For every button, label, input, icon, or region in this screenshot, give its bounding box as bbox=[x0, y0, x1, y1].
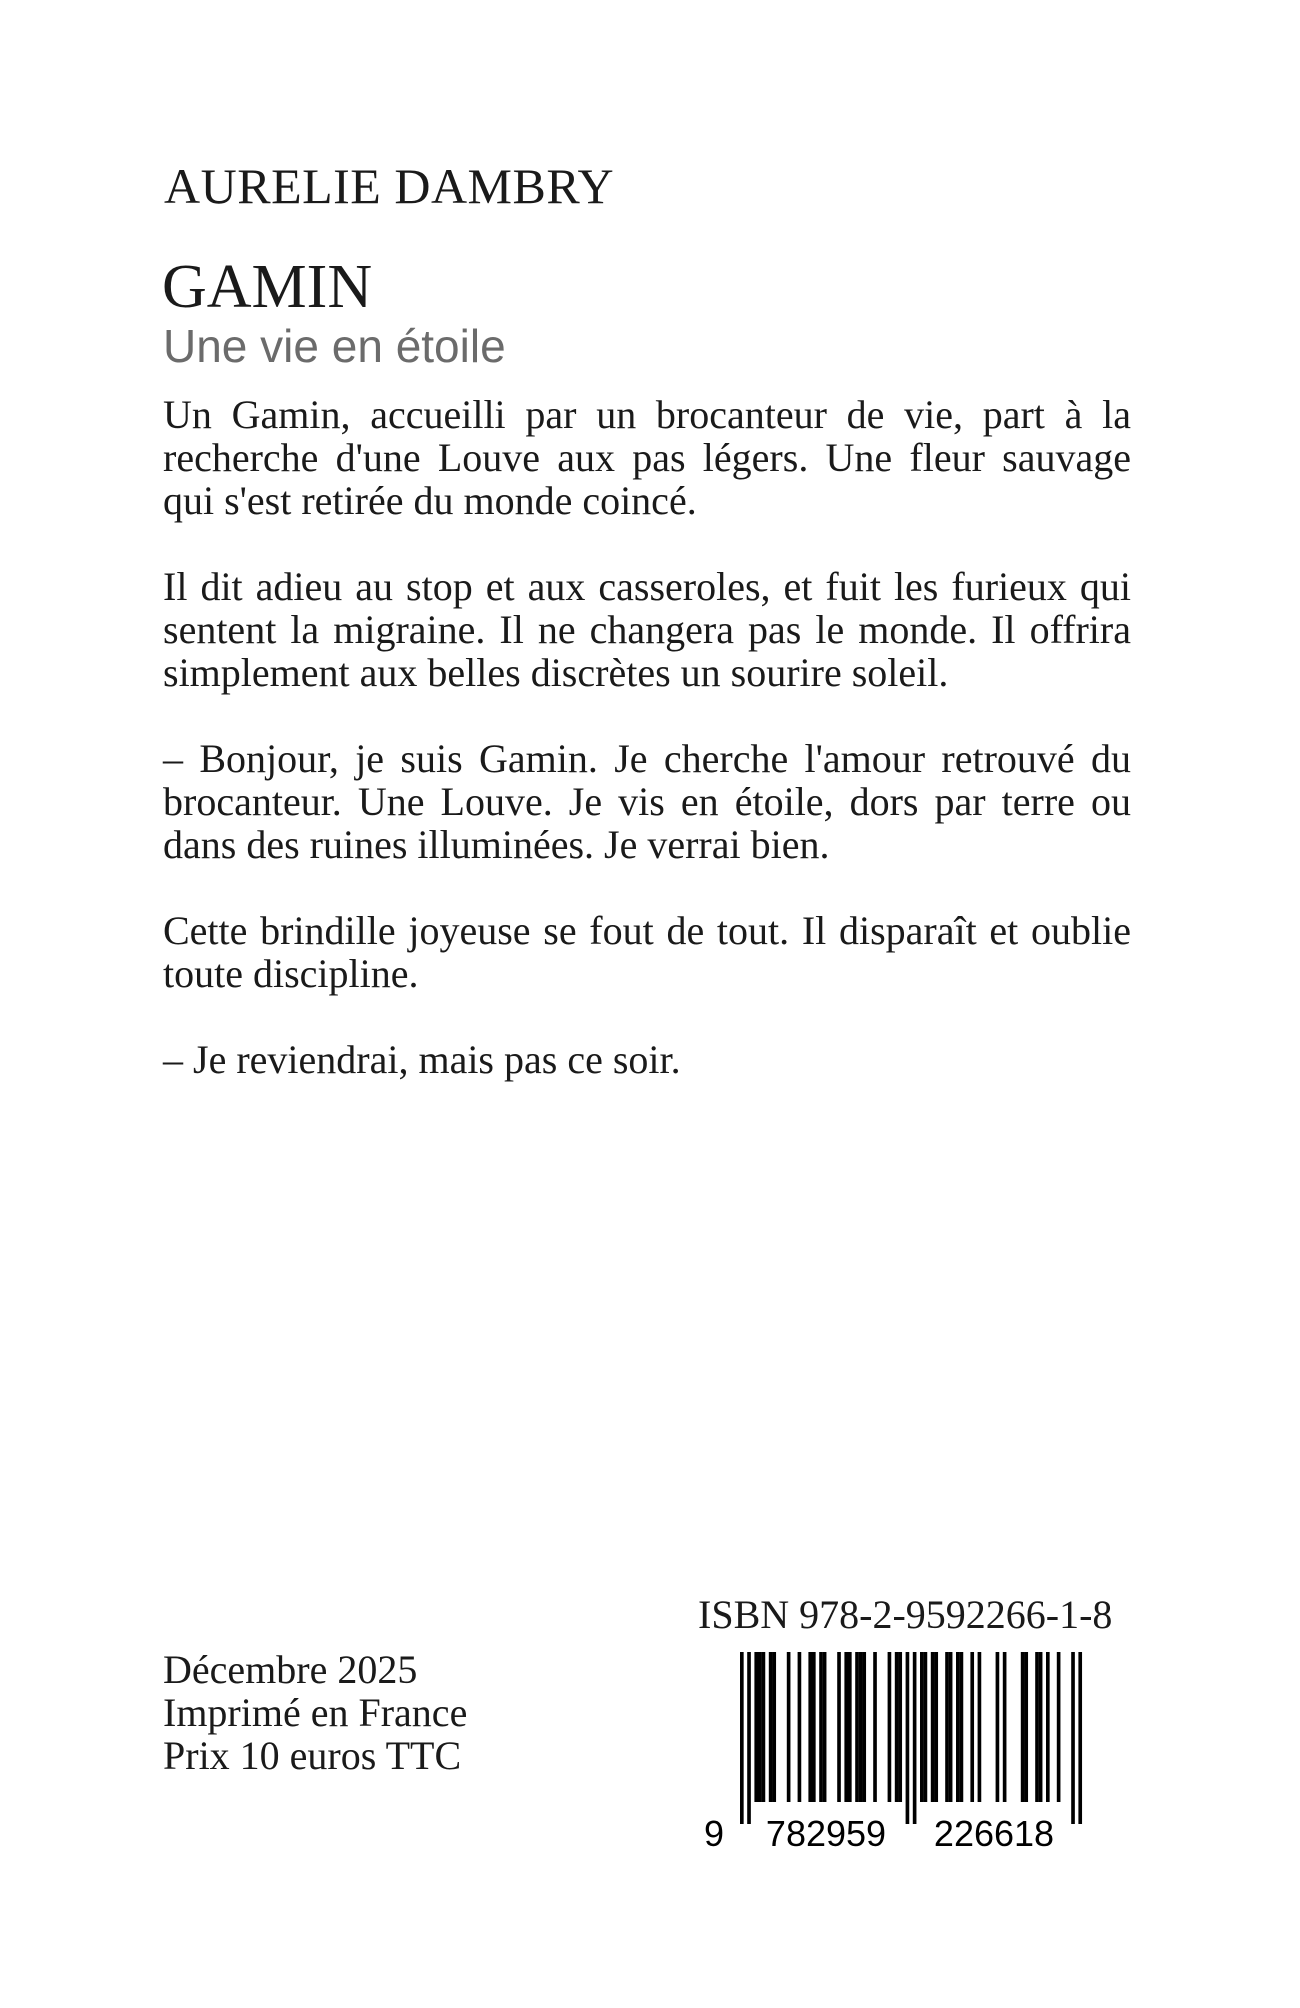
barcode-bar bbox=[772, 1652, 776, 1802]
blurb-paragraph-2 bbox=[163, 565, 1131, 694]
blurb-line: dans des ruines illuminées. Je verrai bien. bbox=[163, 822, 830, 867]
barcode-bar bbox=[747, 1652, 751, 1824]
barcode-bar bbox=[960, 1652, 964, 1802]
barcode-bar bbox=[740, 1652, 744, 1824]
barcode-bar bbox=[978, 1652, 982, 1802]
blurb-line: – Bonjour, je suis Gamin. Je cherche l'amour retrouvé du bbox=[163, 736, 1131, 781]
barcode-bar bbox=[844, 1652, 848, 1802]
barcode-bar bbox=[754, 1652, 758, 1802]
book-title: GAMIN bbox=[162, 253, 373, 321]
publication-date: Décembre 2025 bbox=[163, 1647, 418, 1692]
blurb-line: sentent la migraine. Il ne changera pas le monde. Il offrira bbox=[163, 607, 1131, 652]
blurb-line: toute discipline. bbox=[163, 951, 419, 996]
blurb-paragraph-5 bbox=[163, 1038, 1131, 1081]
barcode-bar bbox=[931, 1652, 935, 1802]
barcode-bar bbox=[970, 1652, 974, 1802]
barcode-first-digit: 9 bbox=[704, 1813, 725, 1852]
barcode-bar bbox=[1035, 1652, 1039, 1802]
barcode-bar bbox=[945, 1652, 949, 1802]
barcode-bar bbox=[1021, 1652, 1025, 1802]
barcode-bar bbox=[1024, 1652, 1028, 1802]
barcode-bar bbox=[823, 1652, 827, 1802]
publication-info bbox=[163, 1648, 467, 1777]
barcode-bar bbox=[1057, 1652, 1061, 1802]
barcode-bar bbox=[758, 1652, 762, 1802]
barcode-bar bbox=[1078, 1652, 1082, 1824]
barcode-bar bbox=[895, 1652, 899, 1802]
blurb-line: Un Gamin, accueilli par un brocanteur de vie, part à la bbox=[163, 392, 1131, 437]
barcode-bar bbox=[808, 1652, 812, 1802]
barcode-right-digits: 226618 bbox=[933, 1813, 1055, 1852]
barcode-bar bbox=[762, 1652, 766, 1802]
barcode-bar bbox=[1046, 1652, 1050, 1802]
barcode-bar bbox=[1003, 1652, 1007, 1802]
barcode-bar bbox=[949, 1652, 953, 1802]
blurb-line: – Je reviendrai, mais pas ce soir. bbox=[163, 1037, 681, 1082]
barcode-bars bbox=[740, 1652, 1082, 1824]
barcode bbox=[704, 1652, 1114, 1852]
barcode-bar bbox=[996, 1652, 1000, 1802]
author-name: AURELIE DAMBRY bbox=[164, 158, 615, 214]
barcode-bar bbox=[1071, 1652, 1075, 1824]
isbn-label: ISBN 978-2-9592266-1-8 bbox=[698, 1592, 1113, 1637]
blurb bbox=[163, 393, 1131, 1124]
barcode-bar bbox=[859, 1652, 863, 1802]
barcode-bar bbox=[873, 1652, 877, 1802]
blurb-line: simplement aux belles discrètes un sourire soleil. bbox=[163, 650, 949, 695]
barcode-bar bbox=[898, 1652, 902, 1802]
barcode-bar bbox=[848, 1652, 852, 1802]
barcode-bar bbox=[906, 1652, 910, 1824]
barcode-bar bbox=[862, 1652, 866, 1802]
blurb-line: qui s'est retirée du monde coincé. bbox=[163, 478, 697, 523]
price: Prix 10 euros TTC bbox=[163, 1733, 462, 1778]
blurb-paragraph-4 bbox=[163, 909, 1131, 995]
blurb-line: recherche d'une Louve aux pas légers. Une fleur sauvage bbox=[163, 435, 1131, 480]
barcode-bar bbox=[812, 1652, 816, 1802]
barcode-left-digits: 782959 bbox=[765, 1813, 887, 1852]
barcode-bar bbox=[913, 1652, 917, 1824]
book-subtitle: Une vie en étoile bbox=[163, 320, 506, 372]
printed-in: Imprimé en France bbox=[163, 1690, 468, 1735]
barcode-bar bbox=[888, 1652, 892, 1802]
barcode-bar bbox=[934, 1652, 938, 1802]
barcode-bar bbox=[837, 1652, 841, 1802]
blurb-line: brocanteur. Une Louve. Je vis en étoile, dors par terre ou bbox=[163, 779, 1131, 824]
barcode-bar bbox=[924, 1652, 928, 1802]
barcode-bar bbox=[798, 1652, 802, 1802]
blurb-line: Il dit adieu au stop et aux casseroles, et fuit les furieux qui bbox=[163, 564, 1131, 609]
barcode-bar bbox=[819, 1652, 823, 1802]
barcode-bar bbox=[787, 1652, 791, 1802]
barcode-bar bbox=[1039, 1652, 1043, 1802]
barcode-bar bbox=[855, 1652, 859, 1802]
blurb-paragraph-1 bbox=[163, 393, 1131, 522]
blurb-line: Cette brindille joyeuse se fout de tout. Il disparaît et oublie bbox=[163, 908, 1131, 953]
blurb-paragraph-3 bbox=[163, 737, 1131, 866]
ean13-barcode bbox=[704, 1652, 1114, 1852]
barcode-bar bbox=[920, 1652, 924, 1802]
barcode-bar bbox=[956, 1652, 960, 1802]
barcode-bar bbox=[769, 1652, 773, 1802]
